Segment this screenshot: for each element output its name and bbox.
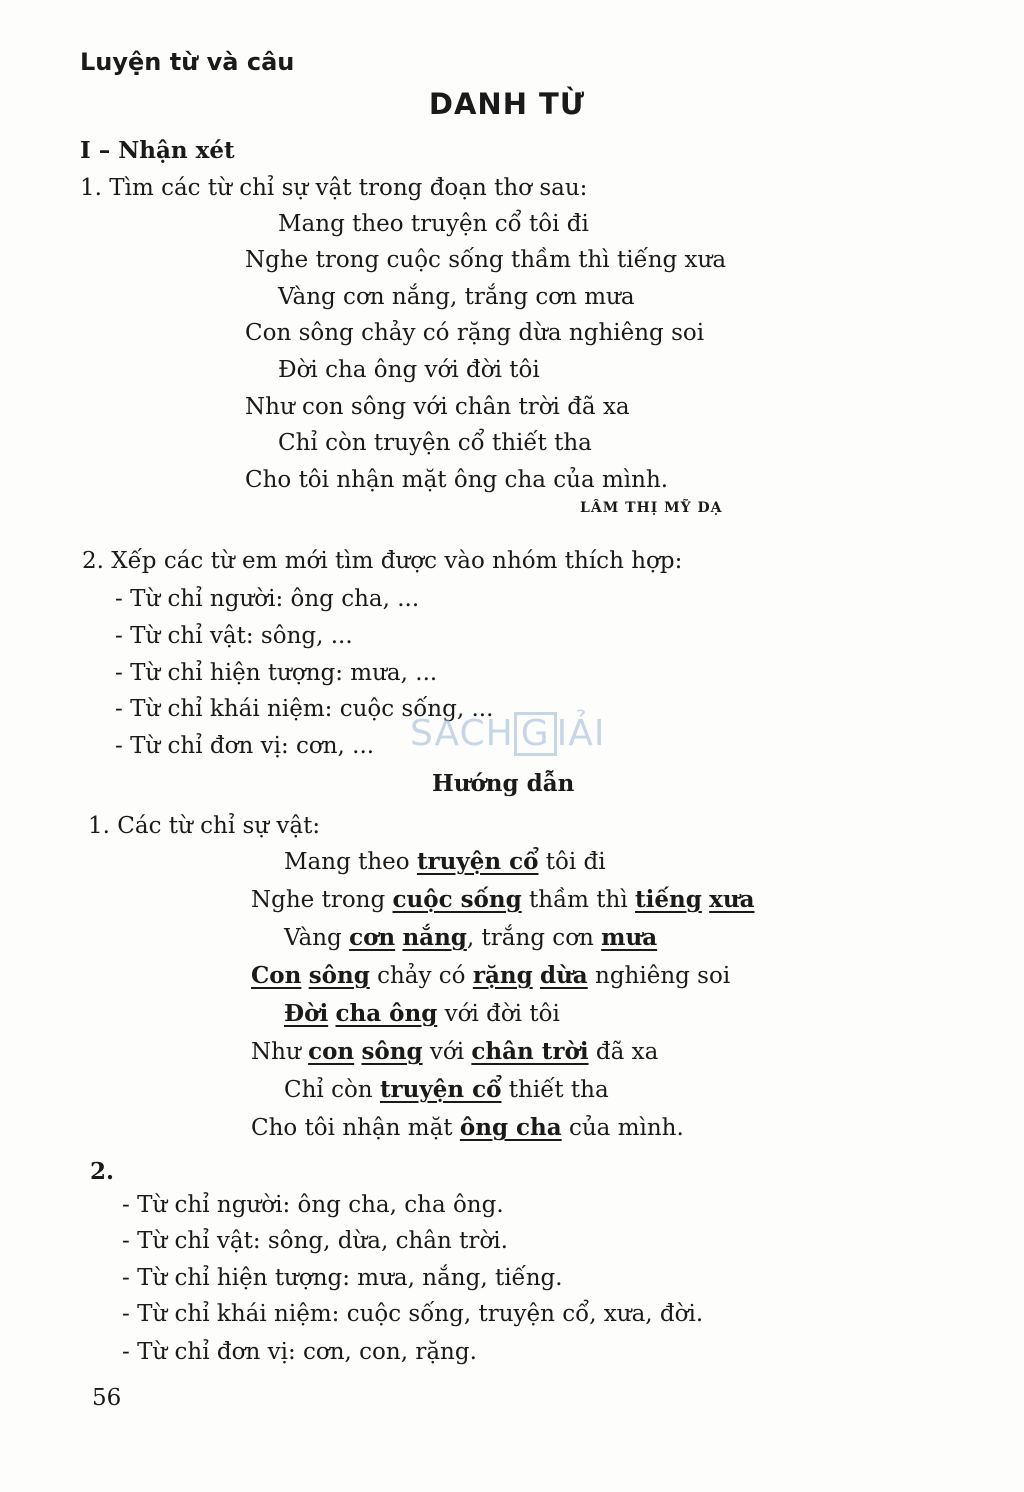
underlined-noun: dừa <box>539 962 588 989</box>
poem-line: Đời cha ông với đời tôi <box>278 357 540 383</box>
poem-line: Vàng cơn nắng, trắng cơn mưa <box>278 284 635 310</box>
poem-text: với <box>422 1039 472 1065</box>
poem-line: Con sông chảy có rặng dừa nghiêng soi <box>245 320 705 346</box>
lesson-title: DANH TỪ <box>428 87 586 121</box>
poem-line: Chỉ còn truyện cổ thiết tha <box>278 430 592 456</box>
poem-text: Như <box>251 1039 309 1065</box>
poem-line: Mang theo truyện cổ tôi đi <box>278 211 589 237</box>
underlined-noun: cha ông <box>335 1000 438 1027</box>
answer-item: - Từ chỉ khái niệm: cuộc sống, truyện cổ, xưa, đời. <box>122 1301 704 1327</box>
poem-text: Cho tôi nhận mặt <box>251 1115 460 1141</box>
poem-line: Nghe trong cuộc sống thầm thì tiếng xưa <box>245 247 727 273</box>
underlined-noun: cơn <box>349 924 396 951</box>
underlined-noun: ông cha <box>459 1114 562 1141</box>
poem-text: chảy có <box>369 963 473 989</box>
poem-text: tôi đi <box>538 849 606 875</box>
marked-poem-line <box>251 886 754 913</box>
underlined-noun: xưa <box>709 886 755 913</box>
part1-heading: I – Nhận xét <box>80 137 235 164</box>
poem-text: thầm thì <box>521 887 636 913</box>
answer-1: 1. Các từ chỉ sự vật: <box>88 813 321 839</box>
answer-item: - Từ chỉ người: ông cha, cha ông. <box>122 1192 504 1218</box>
answer-item: - Từ chỉ vật: sông, dừa, chân trời. <box>122 1228 508 1254</box>
poem-text: của mình. <box>561 1115 684 1141</box>
underlined-noun: truyện cổ <box>416 848 539 875</box>
underlined-noun: nắng <box>402 924 467 951</box>
poem-text <box>328 1001 335 1027</box>
poem-text: Mang theo <box>284 849 417 875</box>
poem-text: nghiêng soi <box>587 963 731 989</box>
group-item: - Từ chỉ người: ông cha, ... <box>115 586 420 612</box>
underlined-noun: con <box>308 1038 355 1065</box>
poem-author: LÂM THỊ MỸ DẠ <box>580 500 723 516</box>
underlined-noun: cuộc sống <box>392 886 522 913</box>
answer-item: - Từ chỉ hiện tượng: mưa, nắng, tiếng. <box>122 1265 563 1291</box>
group-item: - Từ chỉ khái niệm: cuộc sống, ... <box>115 696 494 722</box>
guide-heading: Hướng dẫn <box>432 770 575 797</box>
question-1: 1. Tìm các từ chỉ sự vật trong đoạn thơ sau: <box>80 175 588 201</box>
marked-poem-line <box>251 1038 658 1065</box>
poem-text <box>533 963 540 989</box>
underlined-noun: Con <box>251 962 302 989</box>
group-item: - Từ chỉ hiện tượng: mưa, ... <box>115 660 438 686</box>
group-item: - Từ chỉ đơn vị: cơn, ... <box>115 733 375 759</box>
underlined-noun: rặng <box>472 962 533 989</box>
marked-poem-line <box>251 1114 684 1141</box>
watermark-logo: SACH G IẢI <box>410 713 606 754</box>
marked-poem-line <box>284 924 657 951</box>
poem-text: Chỉ còn <box>284 1077 380 1103</box>
answer-2: 2. <box>90 1158 115 1185</box>
underlined-noun: sông <box>308 962 370 989</box>
poem-text: , trắng cơn <box>466 925 602 951</box>
answer-item: - Từ chỉ đơn vị: cơn, con, rặng. <box>122 1339 477 1365</box>
question-2: 2. Xếp các từ em mới tìm được vào nhóm thích hợp: <box>82 548 683 574</box>
marked-poem-line <box>284 1000 560 1027</box>
poem-text <box>301 963 308 989</box>
poem-text: Vàng <box>284 925 350 951</box>
underlined-noun: sông <box>361 1038 423 1065</box>
poem-text: đã xa <box>588 1039 659 1065</box>
section-label: Luyện từ và câu <box>80 48 295 76</box>
poem-text: Nghe trong <box>251 887 393 913</box>
marked-poem-line <box>284 848 606 875</box>
page-number: 56 <box>92 1385 122 1411</box>
group-item: - Từ chỉ vật: sông, ... <box>115 623 353 649</box>
marked-poem-line <box>284 1076 609 1103</box>
marked-poem-line <box>251 962 730 989</box>
underlined-noun: tiếng <box>635 886 702 913</box>
underlined-noun: mưa <box>601 924 658 951</box>
poem-text: thiết tha <box>501 1077 609 1103</box>
underlined-noun: chân trời <box>471 1038 589 1065</box>
poem-text: với đời tôi <box>437 1001 560 1027</box>
underlined-noun: Đời <box>284 1000 329 1027</box>
underlined-noun: truyện cổ <box>379 1076 502 1103</box>
poem-line: Như con sông với chân trời đã xa <box>245 394 630 420</box>
poem-line: Cho tôi nhận mặt ông cha của mình. <box>245 467 669 493</box>
